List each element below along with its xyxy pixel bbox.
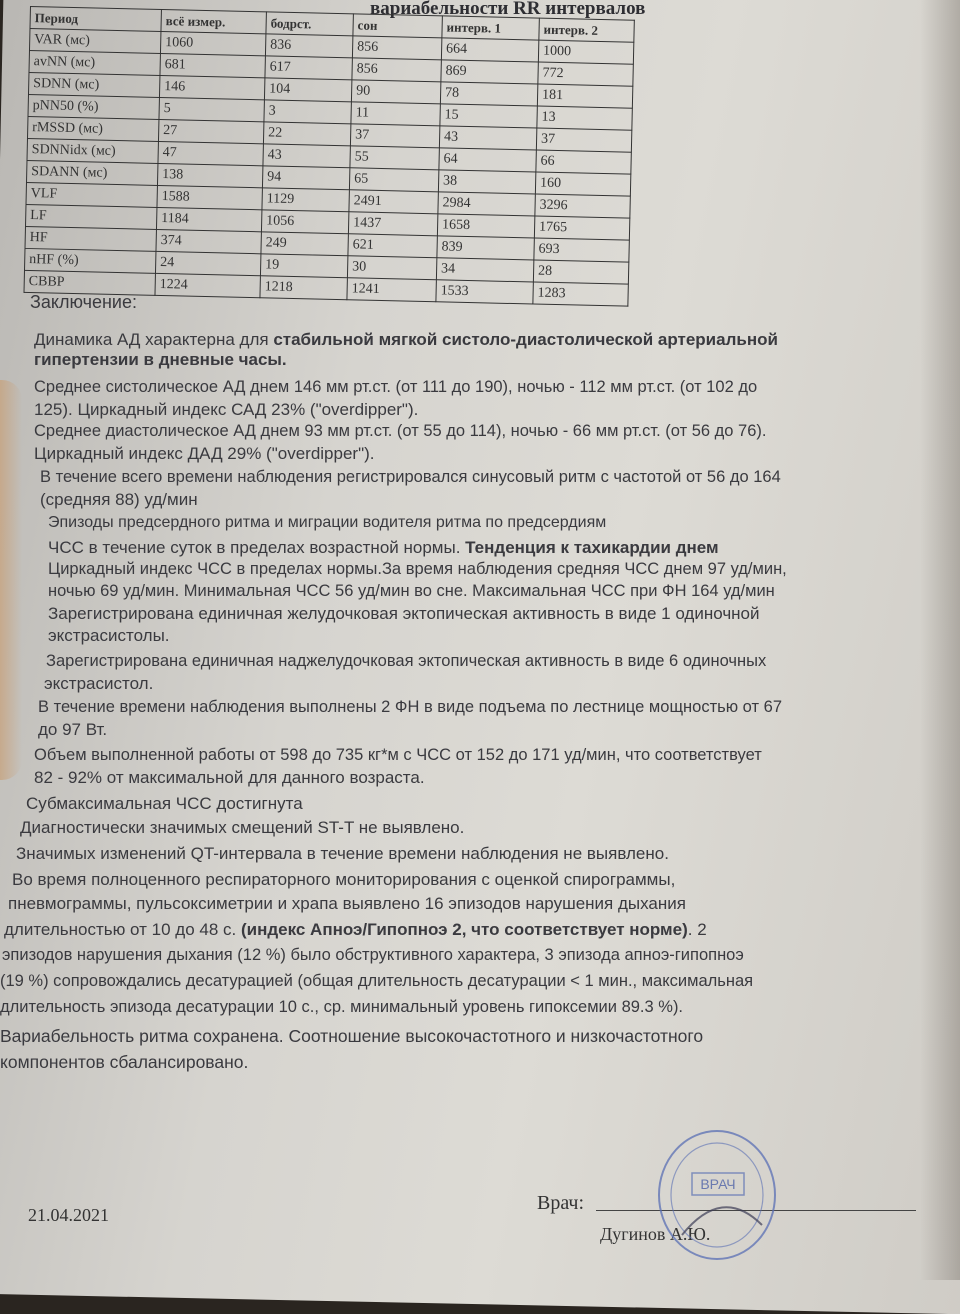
conclusion-line: Циркадный индекс ЧСС в пределах нормы.За время наблюдения средняя ЧСС днем 97 уд/мин, [48, 560, 787, 578]
col-header: интерв. 1 [442, 16, 539, 40]
cell: 1765 [534, 216, 629, 240]
conclusion-line: 82 - 92% от максимальной для данного возраста. [34, 768, 425, 787]
cell: 138 [157, 163, 262, 187]
cell: SDNN (мс) [28, 72, 159, 97]
conclusion-line: ночью 69 уд/мин. Минимальная ЧСС 56 уд/мин во сне. Максимальная ЧСС при ФН 164 уд/мин [48, 582, 775, 600]
conclusion-line: Во время полноценного респираторного мониторирования с оценкой спирограммы, [12, 870, 676, 889]
cell: 1241 [347, 278, 436, 302]
col-header: Период [30, 7, 161, 32]
cell: 65 [349, 168, 438, 192]
conclusion-line: гипертензии в дневные часы. [34, 350, 287, 369]
col-header: интерв. 2 [539, 18, 634, 42]
cell: 181 [537, 84, 632, 108]
cell: 11 [351, 102, 440, 126]
cell: 160 [535, 172, 630, 196]
cell: 66 [536, 150, 631, 174]
cell: VLF [26, 182, 157, 207]
cell: 1283 [533, 282, 628, 306]
cell: VAR (мс) [29, 29, 160, 54]
text-run-bold: стабильной мягкой систоло-диастолической артериальной [273, 330, 778, 349]
cell: 839 [437, 236, 534, 260]
conclusion-line: В течение времени наблюдения выполнены 2 ФН в виде подъема по лестнице мощностью от 67 [38, 698, 782, 716]
text-run-bold: Тенденция к тахикардии днем [465, 538, 719, 557]
doctor-name: Дугинов А.Ю. [600, 1224, 711, 1244]
cell: 30 [347, 256, 436, 280]
conclusion-line: до 97 Вт. [38, 720, 108, 739]
cell: HF [25, 226, 156, 251]
cell: 1224 [155, 273, 260, 297]
table-heading: вариабельности RR интервалов [370, 0, 646, 19]
conclusion-line: Вариабельность ритма сохранена. Соотношение высокочастотного и низкочастотного [0, 1026, 704, 1046]
conclusion-title: Заключение: [30, 292, 137, 312]
finger-shadow [0, 380, 22, 780]
conclusion-line: Объем выполненной работы от 598 до 735 кг*м с ЧСС от 152 до 171 уд/мин, что соответствует [34, 746, 762, 764]
col-header: бодрст. [266, 12, 353, 36]
cell: 43 [263, 144, 350, 168]
conclusion-line: Зарегистрирована единичная желудочковая эктопическая активность в виде 1 одиночной [48, 604, 760, 623]
cell: 24 [155, 251, 260, 275]
cell: SDANN (мс) [26, 160, 157, 185]
cell: 856 [352, 36, 441, 60]
cell: 104 [264, 78, 351, 102]
cell: 22 [263, 122, 350, 146]
doctor-label: Врач: [537, 1192, 585, 1214]
cell: 869 [441, 60, 538, 84]
conclusion-line: длительность эпизода десатурации 10 с., ср. минимальный уровень гипоксемии 89.3 %). [0, 998, 684, 1016]
cell: 3 [264, 100, 351, 124]
cell: 78 [440, 82, 537, 106]
col-header: сон [353, 14, 442, 38]
hrv-table [23, 6, 634, 307]
col-header: всё измер. [161, 9, 266, 33]
conclusion-line: 125). Циркадный индекс САД 23% ("overdipper"). [34, 400, 419, 419]
cell: 1588 [157, 185, 262, 209]
cell: 1056 [261, 210, 348, 234]
text-run: . 2 [687, 920, 707, 939]
cell: 693 [534, 238, 629, 262]
conclusion-line: Среднее систолическое АД днем 146 мм рт.ст. (от 111 до 190), ночью - 112 мм рт.ст. (от 102 до [34, 378, 758, 396]
conclusion-line: (средняя 88) уд/мин [40, 490, 198, 509]
conclusion-line [34, 330, 778, 350]
conclusion-line: Субмаксимальная ЧСС достигнута [26, 794, 303, 813]
conclusion-line: В течение всего времени наблюдения регистрировался синусовый ритм с частотой от 56 до 164 [40, 468, 781, 486]
cell: 1533 [436, 280, 533, 304]
cell: 38 [438, 170, 535, 194]
cell: 5 [159, 97, 264, 121]
cell: 34 [436, 258, 533, 282]
conclusion-line: экстрасистолы. [48, 626, 170, 645]
cell: 90 [351, 80, 440, 104]
cell: 2491 [349, 190, 438, 214]
conclusion-line: Среднее диастолическое АД днем 93 мм рт.ст. (от 55 до 114), ночью - 66 мм рт.ст. (от 56 до 76). [34, 422, 767, 440]
conclusion-line: Циркадный индекс ДАД 29% ("overdipper"). [34, 444, 375, 463]
conclusion-line: компонентов сбалансировано. [0, 1052, 249, 1072]
cell: СВВР [24, 270, 155, 295]
conclusion-line [48, 538, 719, 558]
cell: 37 [536, 128, 631, 152]
cell: nHF (%) [24, 248, 155, 273]
conclusion-line: (19 %) сопровождались десатурацией (общая длительность десатурации < 1 мин., максимальная [0, 972, 754, 990]
cell: 43 [439, 126, 536, 150]
doctor-stamp-icon [652, 1125, 782, 1265]
cell: rMSSD (мс) [27, 116, 158, 141]
cell: 664 [441, 38, 538, 62]
conclusion-line: эпизодов нарушения дыхания (12 %) было обструктивного характера, 3 эпизода апноэ-гипопноэ [2, 946, 744, 964]
conclusion-line: пневмограммы, пульсоксиметрии и храпа выявлено 16 эпизодов нарушения дыхания [8, 894, 686, 913]
cell: SDNNidx (мс) [27, 138, 158, 163]
cell: 1437 [348, 212, 437, 236]
cell: 1129 [262, 188, 349, 212]
cell: 3296 [535, 194, 630, 218]
cell: 27 [158, 119, 263, 143]
cell: 772 [538, 62, 633, 86]
conclusion-line: экстрасистол. [44, 674, 154, 693]
cell: 681 [160, 53, 265, 77]
cell: 15 [440, 104, 537, 128]
text-run: Динамика АД характерна для [34, 330, 274, 349]
text-run: ЧСС в течение суток в пределах возрастной нормы. [48, 538, 466, 557]
stamp-text: ВРАЧ [700, 1176, 736, 1192]
text-run-bold: (индекс Апноэ/Гипопноэ 2, что соответствует норме) [240, 920, 688, 939]
cell: 617 [265, 56, 352, 80]
conclusion-line: Диагностически значимых смещений ST-T не выявлено. [20, 818, 465, 837]
cell: avNN (мс) [29, 50, 160, 75]
cell: 621 [348, 234, 437, 258]
cell: 47 [158, 141, 263, 165]
cell: 1060 [160, 31, 265, 55]
cell: 37 [350, 124, 439, 148]
cell: 13 [537, 106, 632, 130]
cell: 55 [350, 146, 439, 170]
cell: LF [25, 204, 156, 229]
cell: 374 [156, 229, 261, 253]
cell: 1184 [156, 207, 261, 231]
cell: 1658 [437, 214, 534, 238]
conclusion-line: Эпизоды предсердного ритма и миграции водителя ритма по предсердиям [48, 514, 607, 531]
cell: 1000 [538, 40, 633, 64]
conclusion-line: Значимых изменений QT-интервала в течение времени наблюдения не выявлено. [16, 844, 669, 863]
cell: 1218 [260, 276, 347, 300]
conclusion-line: Зарегистрирована единичная наджелудочковая эктопическая активность в виде 6 одиночных [46, 652, 767, 670]
cell: 94 [262, 166, 349, 190]
cell: 2984 [438, 192, 535, 216]
report-date: 21.04.2021 [28, 1205, 109, 1225]
page-edge-shadow [920, 0, 960, 1280]
conclusion-line [4, 920, 707, 940]
cell: 19 [260, 254, 347, 278]
cell: pNN50 (%) [28, 94, 159, 119]
cell: 249 [261, 232, 348, 256]
cell: 856 [352, 58, 441, 82]
cell: 836 [265, 34, 352, 58]
cell: 28 [533, 260, 628, 284]
cell: 146 [159, 75, 264, 99]
text-run: длительностью от 10 до 48 с. [4, 920, 241, 939]
cell: 64 [439, 148, 536, 172]
